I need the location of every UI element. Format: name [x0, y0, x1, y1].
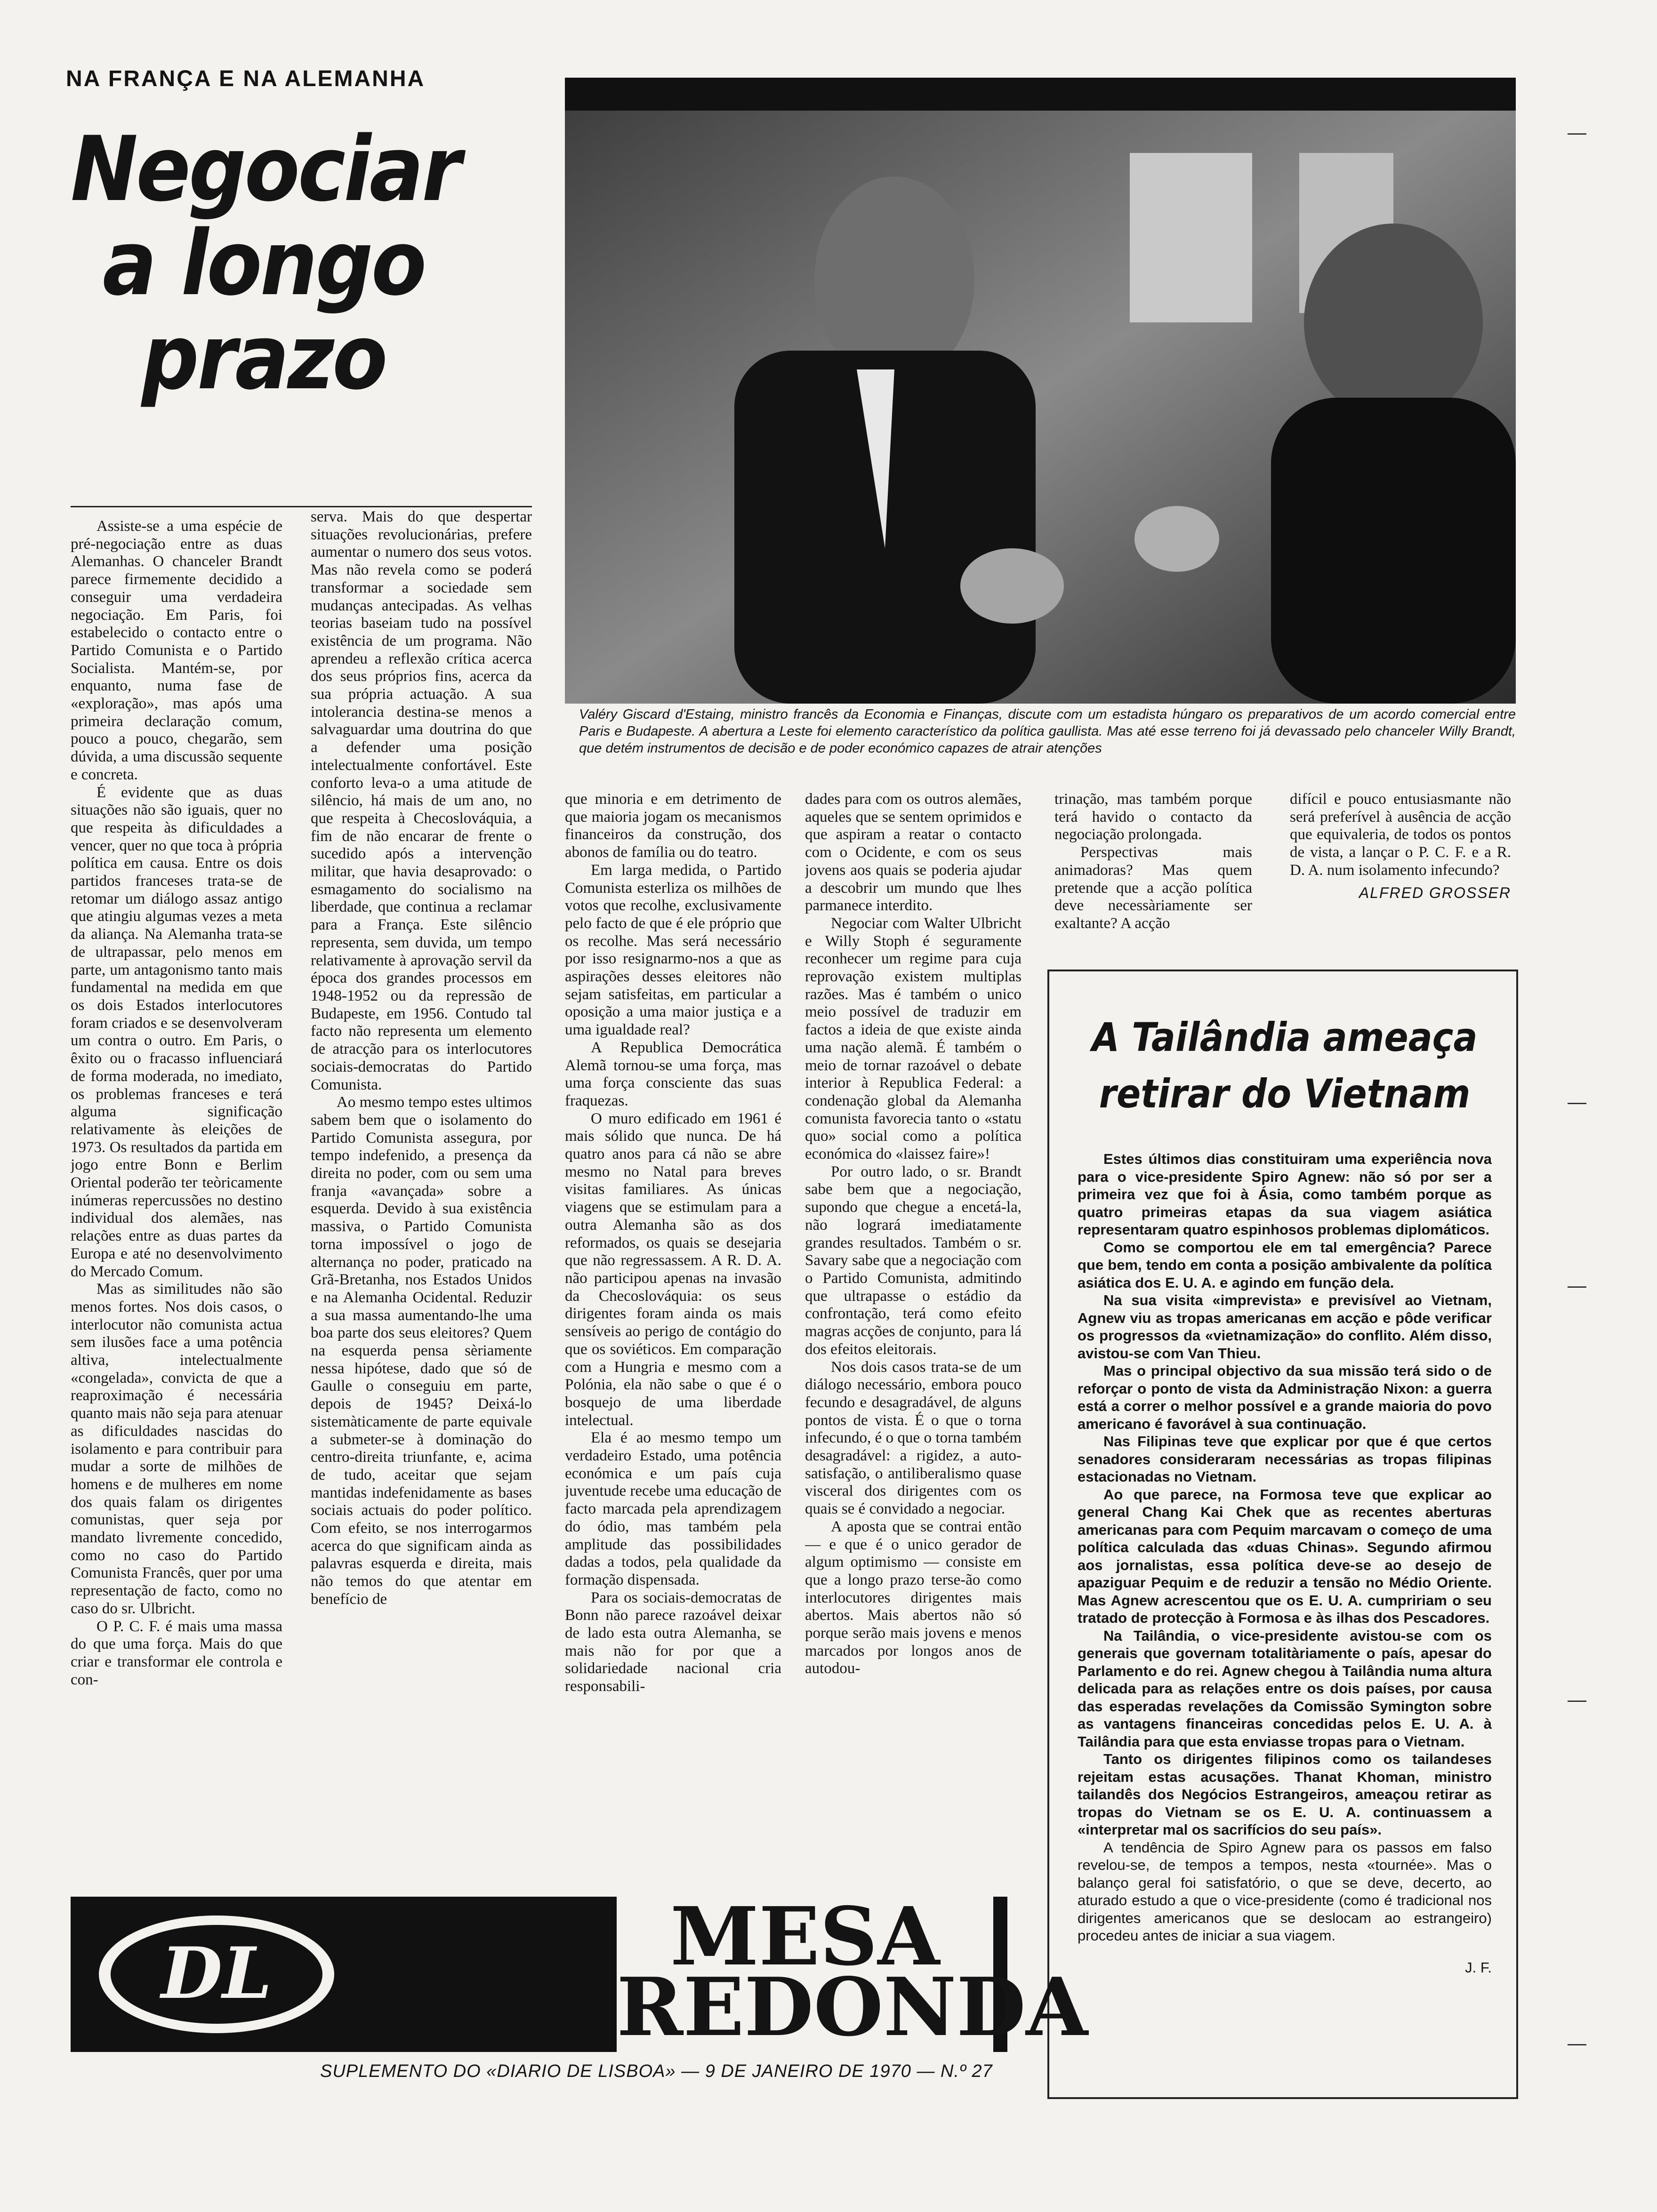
- bold-text: Como se comportou ele em tal emergência? Parece que bem, tendo em conta a posição ambivalente da política asiática dos E. U. A. e agindo em função dela.: [1078, 1239, 1492, 1291]
- margin-mark: —: [1568, 2033, 1586, 2054]
- margin-mark: —: [1568, 122, 1586, 143]
- sidebar-body: [1078, 1150, 1492, 2063]
- bold-text: Na sua visita «imprevista» e previsível ao Vietnam, Agnew viu as tropas americanas em acção e pôde verificar os progressos da «vietnamização» do conflito. Além disso, avistou-se com Van Thieu.: [1078, 1292, 1492, 1362]
- paragraph: dades para com os outros alemães, aqueles que se sentem oprimidos e que aspiram a reatar o contacto com o Ocidente, e com os seus jovens aos quais se poderia ajudar a descobrir um mundo que lhes parmanece interdito.: [805, 791, 1022, 914]
- bold-text: Ao que parece, na Formosa teve que explicar ao general Chang Kai Chek que as recentes aberturas americanas para com Pequim marcavam o começo de uma política calculada das «duas Chinas». Segundo afirmou aos jornalistas, essa política deve-se ao desejo de apaziguar Pequim e de reduzir a tensão no Médio Oriente. Mas Agnew acrescentou que os E. U. A. cumpririam o seu tratado de protecção à Formosa e às ilhas dos Pescadores.: [1078, 1486, 1492, 1626]
- paragraph: [1078, 1433, 1492, 1486]
- paragraph: A aposta que se contrai então — e que é o unico gerador de algum optimismo — consiste em que a longo prazo terse-ão como interlocutores dirigentes mais abertos. Mais abertos não só porque serão mais jovens e menos marcados por longos anos de autodou-: [805, 1518, 1022, 1677]
- paragraph: A Republica Democrática Alemã tornou-se uma força, mas uma força consciente das suas fraquezas.: [565, 1039, 781, 1109]
- paragraph: Nos dois casos trata-se de um diálogo necessário, embora pouco fecundo e desagradável, de alguns pontos de vista. É o que o torna infecundo, é o que o torna também desagradável: a rigidez, a auto-satisfação, o antiliberalismo quase visceral dos dirigentes com os quais se é convidado a negociar.: [805, 1358, 1022, 1518]
- margin-mark: —: [1568, 1690, 1586, 1710]
- news-photo: [565, 78, 1516, 704]
- dl-logo: [85, 1906, 348, 2043]
- headline: [71, 117, 460, 409]
- banner-line-1: MESA: [670, 1890, 940, 1984]
- article-column-4: [805, 791, 1022, 1887]
- paragraph: [1078, 1750, 1492, 1839]
- paragraph: trinação, mas também porque terá havido o contacto da negociação prolongada.: [1054, 791, 1252, 843]
- photo-icon: [565, 78, 1516, 704]
- paragraph: Assiste-se a uma espécie de pré-negociação entre as duas Alemanhas. O chanceler Brandt parece firmemente decidido a conseguir uma verdadeira negociação. Em Paris, foi estabelecido o contacto entre o Partido Comunista e o Partido Socialista. Mantém-se, por enquanto, numa fase de «exploração», mas após uma primeira declaração comum, pouco a pouco, chegarão, sem dúvida, a uma discussão sequente e concreta.: [71, 518, 282, 783]
- paragraph: serva. Mais do que despertar situações revolucionárias, prefere aumentar o numero dos seus votos. Mas não revela como se poderá transformar a sociedade sem mudanças antecipadas. As velhas teorias baseiam tudo na possível existência de um programa. Não aprendeu a reflexão crítica acerca dos seus próprios fins, acerca da sua própria actuação. A sua intolerancia destina-se menos a salvaguardar uma doutrina do que a defender uma posição intelectualmente confortável. Este conforto leva-o a uma atitude de silêncio, há mais de um ano, no que respeita à Checoslováquia, a fim de não encarar de frente o sucedido após a intervenção militar, que havia desaprovado: o esmagamento do socialismo na liberdade, que continua a reclamar para a França. Este silêncio representa, sem duvida, um tempo relativamente à aprovação servil da época dos grandes processos em 1948-1952 ou da repressão de Budapeste, em 1956. Contudo tal facto não representa um elemento de atracção para os interlocutores sociais-democratas do Partido Comunista.: [311, 508, 532, 1093]
- mesa-redonda-banner: [71, 1890, 1088, 2054]
- article-column-2: [311, 508, 532, 1887]
- paragraph: que minoria e em detrimento de que maioria jogam os mecanismos financeiros da construção, dos abonos de família ou do teatro.: [565, 791, 781, 861]
- paragraph: Por outro lado, o sr. Brandt sabe bem que a negociação, supondo que chegue a encetá-la, não logrará imediatamente grandes resultados. Também o sr. Savary sabe que a negociação com o Partido Comunista, admitindo que ultrapasse o estádio da confrontação, terá como efeito magras acções de conjunto, para lá dos efeitos eleitorais.: [805, 1163, 1022, 1358]
- paragraph: A tendência de Spiro Agnew para os passos em falso revelou-se, de tempos a tempos, nesta «tournée». Mas o balanço geral foi satisfatório, o que se deve, decerto, ao aturado estudo a que o vice-presidente (como é tradicional nos dirigentes americanos que se deslocam ao estrangeiro) procedeu antes de iniciar a sua viagem.: [1078, 1839, 1492, 1944]
- sidebar-signature: J. F.: [1465, 1959, 1492, 1976]
- article-column-3: [565, 791, 781, 1887]
- paragraph: Perspectivas mais animadoras? Mas quem pretende que a acção política deve necessàriamente ser exaltante? A acção: [1054, 844, 1252, 932]
- bold-text: Na Tailândia, o vice-presidente avistou-se com os generais que governam totalitàriamente o país, apesar do Parlamento e do rei. Agnew chegou à Tailândia numa altura delicada para as relações entre os dois países, por causa das esperadas revelações da Comissão Symington sobre as vantagens financeiras concedidas pelos E. U. A. à Tailândia para que esta enviasse tropas para o Vietnam.: [1078, 1627, 1492, 1750]
- paragraph: Negociar com Walter Ulbricht e Willy Stoph é seguramente reconhecer um regime para cuja reprovação existem multiplas razões. Mas é também o unico meio possível de traduzir em factos a ideia de que existe ainda uma nação alemã. É também o meio de tornar razoável o debate interior à Republica Federal: a condenação global da Alemanha comunista favorecia tanto o «statu quo» social como a política económica do «laissez faire»!: [805, 914, 1022, 1163]
- bold-text: Tanto os dirigentes filipinos como os tailandeses rejeitam estas acusações. Thanat Khoman, ministro tailandês dos Negócios Estrangeiros, ameaçou retirar as tropas do Vietnam se os E. U. A. continuassem a «interpretar mal os sacrifícios do seu país».: [1078, 1751, 1492, 1838]
- paragraph: Mas as similitudes não são menos fortes. Nos dois casos, o interlocutor não comunista actua sem ilusões face a uma potência altiva, intelectualmente «congelada», convicta de que a reaproximação é necessária quanto mais não seja para atenuar as dificuldades nascidas do isolamento e para contribuir para mudar a sorte de milhões de homens e de mulheres em nome dos quais falam os dirigentes comunistas, quer seja por mandato livremente concedido, como no caso do Partido Comunista Francês, quer por uma representação de facto, como no caso do sr. Ulbricht.: [71, 1281, 282, 1617]
- paragraph: [1078, 1239, 1492, 1292]
- paragraph: O P. C. F. é mais uma massa do que uma força. Mais do que criar e transformar ele controla e con-: [71, 1618, 282, 1688]
- headline-line-3: prazo: [141, 305, 386, 409]
- banner-line-2: REDONDA: [617, 1960, 1088, 2054]
- bold-text: Nas Filipinas teve que explicar por que é que certos senadores consideraram necessárias as tropas filipinas estacionadas no Vietnam.: [1078, 1433, 1492, 1485]
- logo-text: DL: [161, 1932, 272, 2015]
- paragraph: [1078, 1150, 1492, 1239]
- column-rule: [71, 506, 532, 507]
- paragraph: [1078, 1291, 1492, 1362]
- paragraph: Para os sociais-democratas de Bonn não parece razoável deixar de lado esta outra Alemanha, se mais não for por que a solidariedade nacional cria responsabili-: [565, 1589, 781, 1695]
- photo-caption: Valéry Giscard d'Estaing, ministro francês da Economia e Finanças, discute com um estadista húngaro os preparativos de um acordo comercial entre Paris e Budapeste. A abertura a Leste foi elemento característico da política gaullista. Mas até esse terreno foi já devassado pelo chanceler Willy Brandt, que detém instrumentos de decisão e de poder económico capazes de atrair atenções: [579, 707, 1516, 756]
- margin-mark: —: [1568, 1275, 1586, 1296]
- paragraph: [1078, 1627, 1492, 1751]
- margin-mark: —: [1568, 1092, 1586, 1113]
- article-column-1: [71, 518, 282, 1887]
- page-footer: SUPLEMENTO DO «DIARIO DE LISBOA» — 9 DE JANEIRO DE 1970 — N.º 27: [320, 2061, 993, 2081]
- paragraph: É evidente que as duas situações não são iguais, quer no que respeita às dificuldades a vencer, quer no que toca à própria política em causa. Entre os dois partidos franceses trata-se de retomar um diálogo assaz antigo que atingiu algumas vezes a meta da aliança. Na Alemanha trata-se de ultrapassar, pelo menos em parte, um antagonismo tanto mais fundamental na medida em que os dois Estados interlocutores foram criados e se desenvolveram um contra o outro. Em Paris, o êxito ou o fracasso influenciará de forma moderada, no imediato, os problemas franceses e terá alguma significação relativamente às eleições de 1973. Os resultados da partida em jogo entre Bonn e Berlim Oriental poderão ter teòricamente inúmeras repercussões no destino individual dos alemães, nas relações entre as duas partes da Europa e até no desenvolvimento do Mercado Comum.: [71, 784, 282, 1280]
- sidebar-box: [1047, 970, 1518, 2099]
- paragraph: Ela é ao mesmo tempo um verdadeiro Estado, uma potência económica e um país cuja juventude recebe uma educação de facto marcada pela aprendizagem do ódio, mas também pela amplitude das possibilidades dadas a todos, pela qualidade da formação dispensada.: [565, 1429, 781, 1588]
- paragraph: Ao mesmo tempo estes ultimos sabem bem que o isolamento do Partido Comunista assegura, por tempo indefenido, a presença da direita no poder, com ou sem uma franja «avançada» sobre a esquerda. Devido à sua existência massiva, o Partido Comunista torna impossível o jogo de alternança no poder, praticado na Grã-Bretanha, nos Estados Unidos e na Alemanha Ocidental. Reduzir a sua massa aumentando-lhe uma boa parte dos seus eleitores? Quem na esquerda pensa sèriamente nessa hipótese, dado que só de Gaulle o conseguiu em parte, depois de 1945? Deixá-lo sistemàticamente de parte equivale a submeter-se à dominação do centro-direita triunfante, e, acima de tudo, aceitar que sejam mantidas indefenidamente as bases sociais actuais do poder político. Com efeito, se nos interrogarmos acerca do que significam ainda as palavras esquerda e direita, mais não temos do que atentar em benefício de: [311, 1094, 532, 1608]
- paragraph: O muro edificado em 1961 é mais sólido que nunca. De há quatro anos para cá não se abre mesmo no Natal para breves visitas familiares. As únicas viagens que se estimulam para a outra Alemanha são as dos reformados, os quais se desejaria que não regressassem. A R. D. A. não participou apenas na invasão da Checoslováquia: os seus dirigentes foram ainda os mais sensíveis ao perigo de contágio do que os soviéticos. Em comparação com a Hungria e mesmo com a Polónia, ela não sabe o que é o bosquejo de uma liberdade intelectual.: [565, 1110, 781, 1429]
- section-kicker: NA FRANÇA E NA ALEMANHA: [66, 66, 426, 91]
- sidebar-title: A Tailândia ameaça retirar do Vietnam: [1092, 1014, 1478, 1117]
- paragraph: [1078, 1486, 1492, 1627]
- headline-line-2: a longo: [102, 211, 425, 315]
- headline-line-1: Negociar: [71, 117, 460, 221]
- paragraph: [1078, 1362, 1492, 1433]
- bold-text: Mas o principal objectivo da sua missão terá sido o de reforçar o ponto de vista da Administração Nixon: a guerra está a correr o melhor possível e a grande maioria do povo americano é favorável à sua continuação.: [1078, 1362, 1492, 1432]
- bold-text: Estes últimos dias constituiram uma experiência nova para o vice-presidente Spiro Agnew: não só por ser a primeira vez que foi à Ásia, como também porque as quatro primeiras etapas da sua viagem asiática representaram quatro espinhosos problemas diplomáticos.: [1078, 1151, 1492, 1238]
- banner-title: [617, 1890, 1088, 2054]
- paragraph: difícil e pouco entusiasmante não será preferível à ausência de acção que equivaleria, de todos os pontos de vista, a lançar o P. C. F. e a R. D. A. num isolamento infecundo?: [1290, 791, 1511, 879]
- article-column-6: [1290, 791, 1511, 951]
- author-byline: ALFRED GROSSER: [1359, 884, 1511, 901]
- paragraph: Em larga medida, o Partido Comunista esterliza os milhões de votos que recolhe, exclusivamente pelo facto de que é ele próprio que os recolhe. Mas será necessário por isso resignarmo-nos a que as aspirações desses eleitores não sejam satisfeitas, em particular a oposição a uma maior justiça e a uma igualdade real?: [565, 861, 781, 1039]
- article-column-5: [1054, 791, 1252, 941]
